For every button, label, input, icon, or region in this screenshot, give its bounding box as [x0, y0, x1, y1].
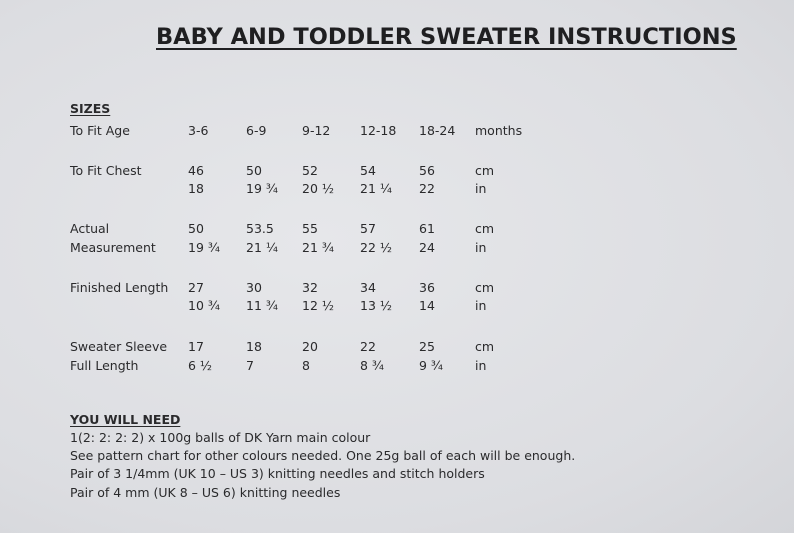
size-value: 25 — [419, 339, 435, 354]
size-value: 52 — [302, 163, 318, 178]
size-value: 30 — [246, 280, 262, 295]
unit-label: cm — [475, 280, 495, 295]
unit-label: in — [475, 181, 487, 196]
size-value: 17 — [188, 339, 204, 354]
size-value: 22 ½ — [360, 240, 392, 255]
unit-label: in — [475, 358, 487, 373]
size-value: 19 ¾ — [246, 181, 278, 196]
page-title: BABY AND TODDLER SWEATER INSTRUCTIONS — [156, 24, 737, 50]
row-label: Finished Length — [70, 280, 169, 295]
row-label: Actual — [70, 221, 110, 236]
unit-label: cm — [475, 163, 495, 178]
row-label: To Fit Age — [70, 123, 130, 138]
size-value: 61 — [419, 221, 435, 236]
size-value: 12-18 — [360, 123, 397, 138]
unit-label: months — [475, 123, 523, 138]
sizes-heading: SIZES — [70, 101, 111, 116]
size-value: 9 ¾ — [419, 358, 444, 373]
size-value: 50 — [188, 221, 204, 236]
unit-label: in — [475, 298, 487, 313]
row-label: Full Length — [70, 358, 139, 373]
size-value: 12 ½ — [302, 298, 334, 313]
size-value: 6 ½ — [188, 358, 213, 373]
size-value: 56 — [419, 163, 435, 178]
size-value: 53.5 — [246, 221, 274, 236]
size-value: 46 — [188, 163, 204, 178]
row-label: To Fit Chest — [70, 163, 142, 178]
size-value: 21 ¼ — [360, 181, 392, 196]
size-value: 9-12 — [302, 123, 331, 138]
size-value: 8 — [302, 358, 310, 373]
size-value: 36 — [419, 280, 435, 295]
size-value: 34 — [360, 280, 376, 295]
size-value: 54 — [360, 163, 376, 178]
size-value: 18 — [188, 181, 204, 196]
size-value: 14 — [419, 298, 435, 313]
size-value: 24 — [419, 240, 435, 255]
size-value: 57 — [360, 221, 376, 236]
size-value: 55 — [302, 221, 318, 236]
you-will-need-heading: YOU WILL NEED — [70, 412, 181, 427]
size-value: 19 ¾ — [188, 240, 220, 255]
size-value: 27 — [188, 280, 204, 295]
materials-line: See pattern chart for other colours needed. One 25g ball of each will be enough. — [70, 448, 576, 463]
size-value: 13 ½ — [360, 298, 392, 313]
materials-line: Pair of 4 mm (UK 8 – US 6) knitting needles — [70, 485, 341, 500]
size-value: 11 ¾ — [246, 298, 278, 313]
size-value: 22 — [419, 181, 435, 196]
materials-line: 1(2: 2: 2: 2) x 100g balls of DK Yarn main colour — [70, 430, 371, 445]
size-value: 18 — [246, 339, 262, 354]
size-value: 21 ¼ — [246, 240, 278, 255]
size-value: 20 ½ — [302, 181, 334, 196]
size-value: 8 ¾ — [360, 358, 385, 373]
size-value: 18-24 — [419, 123, 456, 138]
size-value: 20 — [302, 339, 318, 354]
size-value: 21 ¾ — [302, 240, 334, 255]
size-value: 22 — [360, 339, 376, 354]
materials-line: Pair of 3 1/4mm (UK 10 – US 3) knitting needles and stitch holders — [70, 466, 485, 481]
size-value: 7 — [246, 358, 254, 373]
size-value: 32 — [302, 280, 318, 295]
size-value: 50 — [246, 163, 262, 178]
size-value: 6-9 — [246, 123, 267, 138]
row-label: Measurement — [70, 240, 156, 255]
unit-label: cm — [475, 339, 495, 354]
unit-label: cm — [475, 221, 495, 236]
row-label: Sweater Sleeve — [70, 339, 168, 354]
unit-label: in — [475, 240, 487, 255]
size-value: 10 ¾ — [188, 298, 220, 313]
size-value: 3-6 — [188, 123, 209, 138]
